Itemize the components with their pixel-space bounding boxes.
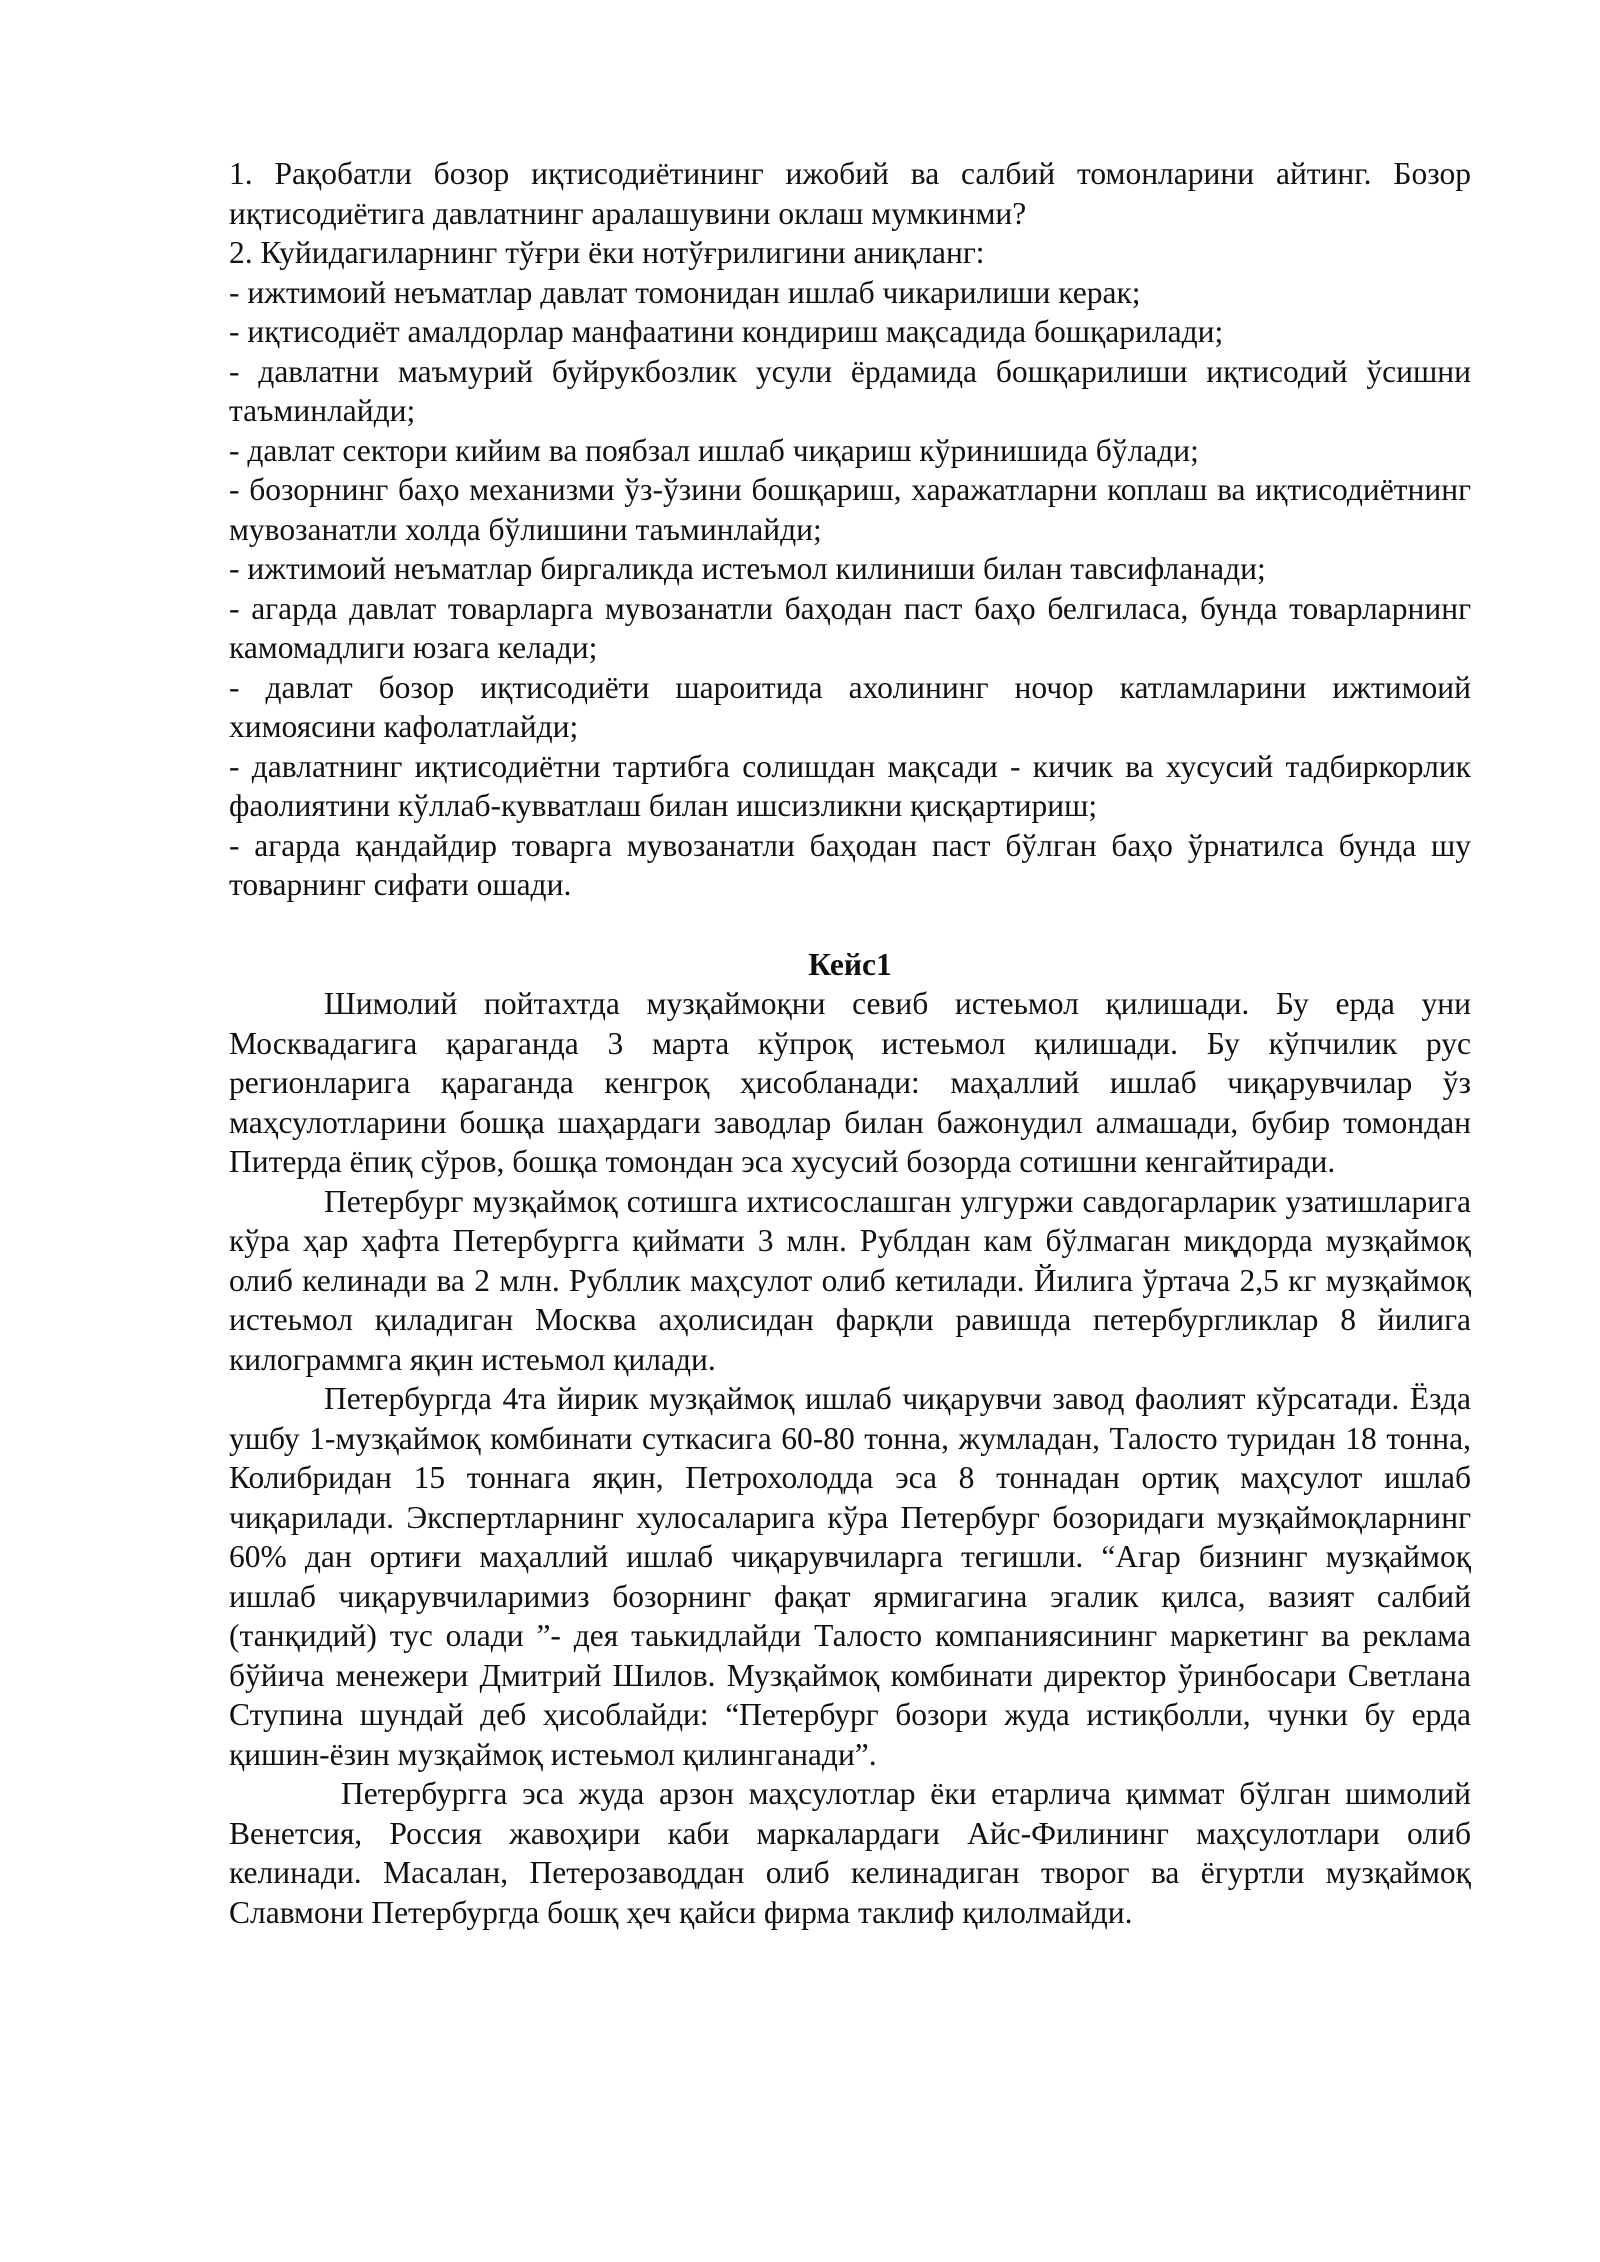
document-body (229, 154, 1471, 1932)
statement-item: - ижтимоий неъматлар биргаликда истеъмол килиниши билан тавсифланади; (229, 551, 1266, 586)
statement-item: - бозорнинг баҳо механизми ўз-ўзини бошқариш, харажатларни коплаш ва иқтисодиётнинг мувозанатли холда бўлишини таъминлайди; (229, 472, 1471, 547)
case-paragraph: Петербургда 4та йирик музқаймоқ ишлаб чиқарувчи завод фаолият кўрсатади. Ёзда ушбу 1-музқаймоқ комбинати суткасига 60-80 тонна, жумладан, Талосто туридан 18 тонна, Колибридан 15 тоннага яқин, Петрохолодда эса 8 тоннадан ортиқ маҳсулот ишлаб чиқарилади. Экспертларнинг хулосаларига кўра Петербург бозоридаги музқаймоқларнинг 60% дан ортиғи маҳаллий ишлаб чиқарувчиларга тегишли. “Агар бизнинг музқаймоқ ишлаб чиқарувчиларимиз бозорнинг фақат ярмигагина эгалик қилса, вазият салбий (танқидий) тус олади ”- дея таькидлайди Талосто компаниясининг маркетинг ва реклама бўйича менежери Дмитрий Шилов. Музқаймоқ комбинати директор ўринбосари Светлана Ступина шундай деб ҳисоблайди: “Петербург бозори жуда истиқболли, чунки бу ерда қишин-ёзин музқаймоқ истеьмол қилинганади”. (229, 1381, 1471, 1772)
statement-item: - агарда давлат товарларга мувозанатли баҳодан паст баҳо белгиласа, бунда товарларнинг камомадлиги юзага келади; (229, 590, 1471, 665)
statement-item: - ижтимоий неъматлар давлат томонидан ишлаб чикарилиши керак; (229, 274, 1141, 310)
statement-item: - давлатнинг иқтисодиётни тартибга солишдан мақсади - кичик ва хусусий тадбиркорлик фаолиятини кўллаб-кувватлаш билан ишсизликни қисқартириш; (229, 748, 1471, 823)
statement-item: - агарда қандайдир товарга мувозанатли баҳодан паст бўлган баҳо ўрнатилса бунда шу товарнинг сифати ошади. (229, 827, 1471, 902)
statement-item: - давлат сектори кийим ва поябзал ишлаб чиқариш кўринишида бўлади; (229, 432, 1199, 468)
case-paragraph: Петербург музқаймоқ сотишга ихтисослашган улгуржи савдогарларик узатишларига кўра ҳар ҳафта Петербургга қиймати 3 млн. Рублдан кам бўлмаган миқдорда музқаймоқ олиб келинади ва 2 млн. Рубллик маҳсулот олиб кетилади. Йилига ўртача 2,5 кг музқаймоқ истеьмол қиладиган Москва аҳолисидан фарқли равишда петербургликлар 8 йилига килограммга яқин истеьмол қилади. (229, 1183, 1471, 1377)
case-paragraph: Петербургга эса жуда арзон маҳсулотлар ёки етарлича қиммат бўлган шимолий Венетсия, Россия жавоҳири каби маркалардаги Айс-Филининг маҳсулотлари олиб келинади. Масалан, Петерозаводдан олиб келинадиган творог ва ёгуртли музқаймоқ Славмони Петербургда бошқ ҳеч қайси фирма таклиф қилолмайди. (229, 1776, 1471, 1930)
statement-item: - давлатни маъмурий буйрукбозлик усули ёрдамида бошқарилиши иқтисодий ўсишни таъминлайди; (229, 353, 1471, 428)
question-1: 1. Рақобатли бозор иқтисодиётининг ижобий ва салбий томонларини айтинг. Бозор иқтисодиётига давлатнинг аралашувини оклаш мумкинми? (229, 156, 1471, 231)
case-title: Кейс1 (808, 946, 892, 982)
statement-item: - иқтисодиёт амалдорлар манфаатини кондириш мақсадида бошқарилади; (229, 314, 1224, 349)
case-paragraph: Шимолий пойтахтда музқаймоқни севиб истеьмол қилишади. Бу ерда уни Москвадагига қараганда 3 марта кўпроқ истеьмол қилишади. Бу кўпчилик рус регионларига қараганда кенгроқ ҳисобланади: маҳаллий ишлаб чиқарувчилар ўз маҳсулотларини бошқа шаҳардаги заводлар билан бажонудил алмашади, бубир томондан Питерда ёпиқ сўров, бошқа томондан эса хусусий бозорда сотишни кенгайтиради. (229, 986, 1471, 1179)
question-2: 2. Куйидагиларнинг тўғри ёки нотўғрилигини аниқланг: (229, 235, 985, 270)
statement-item: - давлат бозор иқтисодиёти шароитида ахолининг ночор катламларини ижтимоий химоясини кафолатлайди; (229, 669, 1471, 744)
